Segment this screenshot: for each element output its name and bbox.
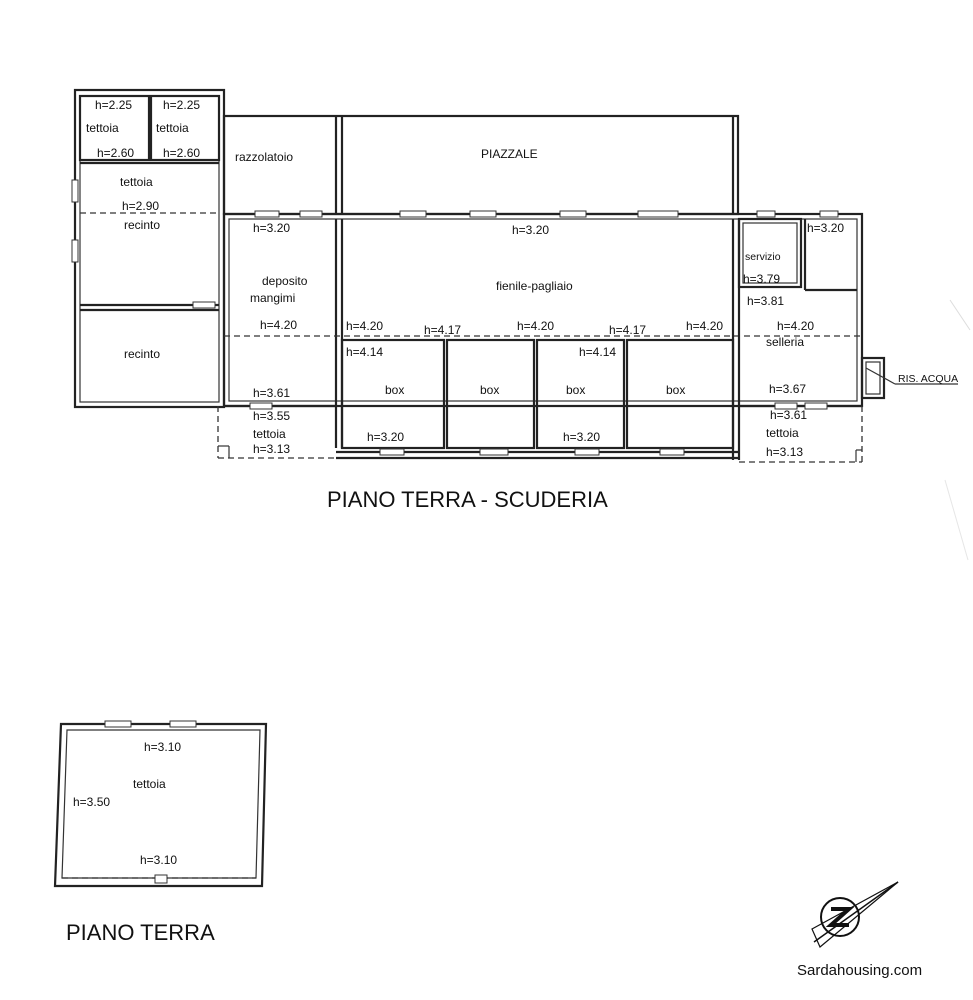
room-label-recinto: recinto [124,218,161,232]
room-label-mangimi: mangimi [250,291,296,305]
h-label: h=3.13 [253,442,291,456]
brand-watermark: Sardahousing.com [797,962,923,979]
h-label: h=3.79 [743,272,781,286]
h-label: h=3.10 [140,853,178,867]
h-label: h=4.20 [777,319,815,333]
h-label: h=2.60 [163,146,201,160]
plan-title-piano-terra: PIANO TERRA [66,920,215,945]
room-label-servizio: servizio [745,251,781,263]
h-label: h=3.20 [807,221,845,235]
room-label-razzolatoio: razzolatoio [235,150,294,164]
h-label: h=2.25 [95,98,133,112]
tettoia-labels [73,740,181,867]
h-label: h=3.61 [253,386,291,400]
h-label: h=4.20 [686,319,724,333]
room-label-box: box [385,383,405,397]
h-label: h=3.13 [766,445,804,459]
room-label-tettoia: tettoia [120,175,153,189]
h-label: h=3.81 [747,294,785,308]
scuderia-walls [72,90,958,462]
h-label: h=2.60 [97,146,135,160]
room-label-box: box [666,383,686,397]
room-label-tettoia: tettoia [766,426,799,440]
room-label-recinto: recinto [124,347,161,361]
h-label: h=4.20 [517,319,555,333]
h-label: h=3.55 [253,409,291,423]
room-label-selleria: selleria [766,335,805,349]
room-label-ris-acqua: RIS. ACQUA [898,373,959,385]
h-label: h=3.20 [253,221,291,235]
room-label-deposito: deposito [262,274,308,288]
h-label: h=3.61 [770,408,808,422]
h-label: h=4.17 [424,323,462,337]
h-label: h=3.10 [144,740,182,754]
room-label-tettoia: tettoia [86,121,119,135]
room-label-box: box [566,383,586,397]
h-label: h=3.20 [563,430,601,444]
h-label: h=4.20 [346,319,384,333]
h-label: h=4.14 [346,345,384,359]
room-label-tettoia: tettoia [133,777,166,791]
h-label: h=4.17 [609,323,647,337]
room-label-piazzale: PIAZZALE [481,147,538,161]
h-label: h=2.25 [163,98,201,112]
h-label: h=4.14 [579,345,617,359]
h-label: h=3.20 [512,223,550,237]
h-label: h=4.20 [260,318,298,332]
h-label: h=3.20 [367,430,405,444]
h-label: h=2.90 [122,199,160,213]
room-label-box: box [480,383,500,397]
h-label: h=3.67 [769,382,807,396]
h-label: h=3.50 [73,795,111,809]
plan-title-scuderia: PIANO TERRA - SCUDERIA [327,487,608,512]
room-label-tettoia: tettoia [156,121,189,135]
north-arrow-icon [812,882,898,947]
room-label-tettoia: tettoia [253,427,286,441]
room-label-fienile: fienile-pagliaio [496,279,573,293]
